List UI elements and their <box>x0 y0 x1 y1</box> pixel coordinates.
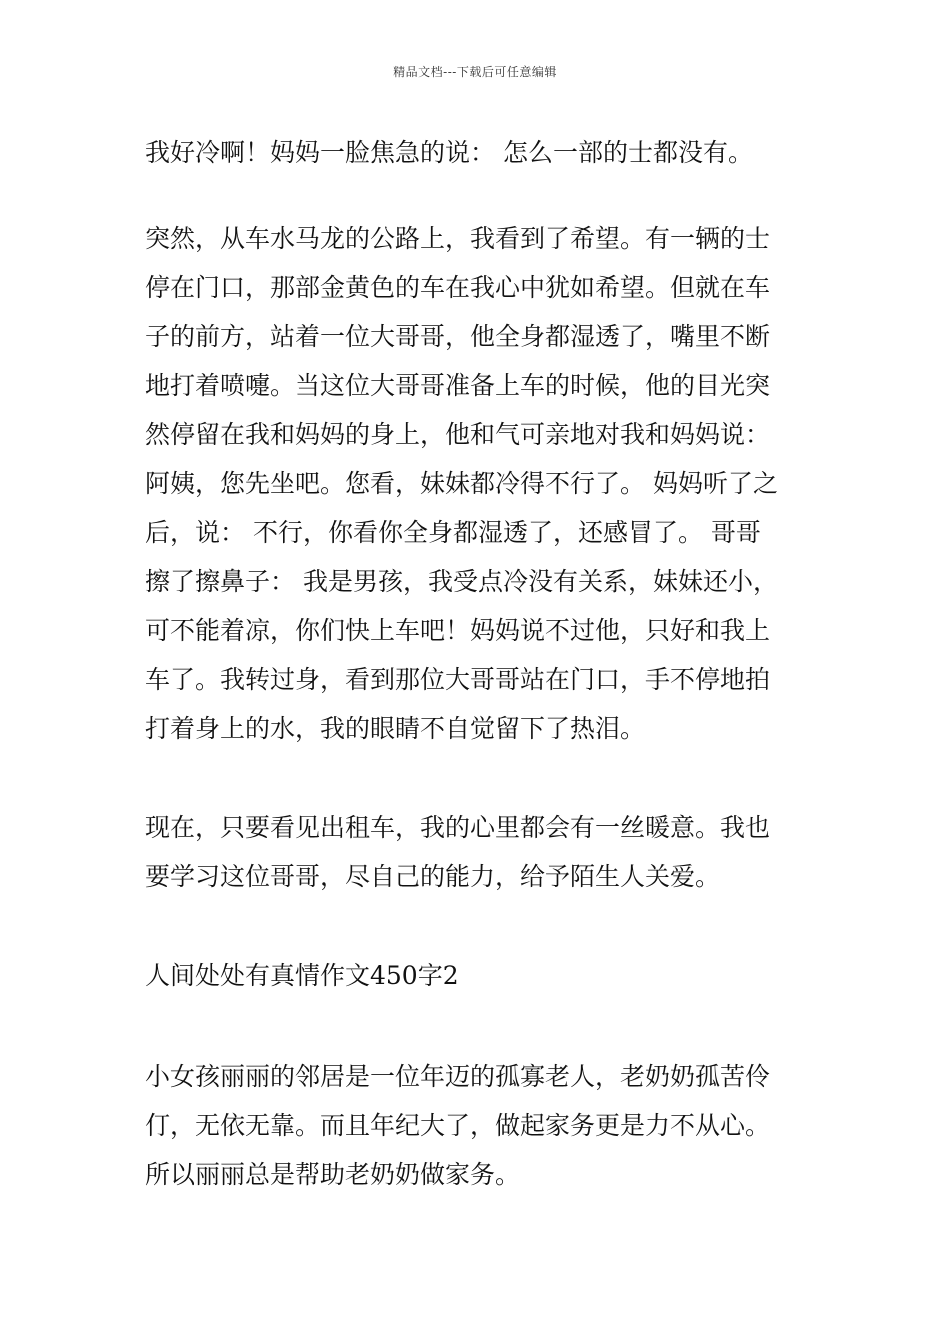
text-line: 所以丽丽总是帮助老奶奶做家务。 <box>145 1160 521 1189</box>
text-line: 要学习这位哥哥，尽自己的能力，给予陌生人关爱。 <box>145 862 721 891</box>
text-line: 后，说： 不行，你看你全身都湿透了，还感冒了。 哥哥 <box>145 518 761 547</box>
text-line: 车了。我转过身，看到那位大哥哥站在门口，手不停地拍 <box>145 665 771 694</box>
text-line: 我好冷啊！妈妈一脸焦急的说： 怎么一部的士都没有。 <box>145 138 753 167</box>
paragraph-4 <box>145 1052 815 1199</box>
text-line: 阿姨，您先坐吧。您看，妹妹都冷得不行了。 妈妈听了之 <box>145 469 778 498</box>
text-line: 现在，只要看见出租车，我的心里都会有一丝暖意。我也 <box>145 813 771 842</box>
paragraph-3 <box>145 803 815 901</box>
text-line: 小女孩丽丽的邻居是一位年迈的孤寡老人，老奶奶孤苦伶 <box>145 1062 771 1091</box>
heading-line: 人间处处有真情作文450字2 <box>145 961 459 990</box>
paragraph-1 <box>145 128 815 177</box>
section-heading <box>145 951 815 1000</box>
paragraph-2 <box>145 214 815 753</box>
text-line: 打着身上的水，我的眼睛不自觉留下了热泪。 <box>145 714 646 743</box>
page-header: 精品文档---下载后可任意编辑 <box>393 65 557 79</box>
document-body <box>145 128 815 1199</box>
text-line: 仃，无依无靠。而且年纪大了，做起家务更是力不从心。 <box>145 1111 771 1140</box>
text-line: 停在门口，那部金黄色的车在我心中犹如希望。但就在车 <box>145 273 771 302</box>
text-line: 然停留在我和妈妈的身上，他和气可亲地对我和妈妈说： <box>145 420 771 449</box>
text-line: 子的前方，站着一位大哥哥，他全身都湿透了，嘴里不断 <box>145 322 771 351</box>
text-line: 突然，从车水马龙的公路上，我看到了希望。有一辆的士 <box>145 224 771 253</box>
text-line: 地打着喷嚏。当这位大哥哥准备上车的时候，他的目光突 <box>145 371 771 400</box>
text-line: 可不能着凉，你们快上车吧！妈妈说不过他，只好和我上 <box>145 616 771 645</box>
text-line: 擦了擦鼻子： 我是男孩，我受点冷没有关系，妹妹还小， <box>145 567 778 596</box>
